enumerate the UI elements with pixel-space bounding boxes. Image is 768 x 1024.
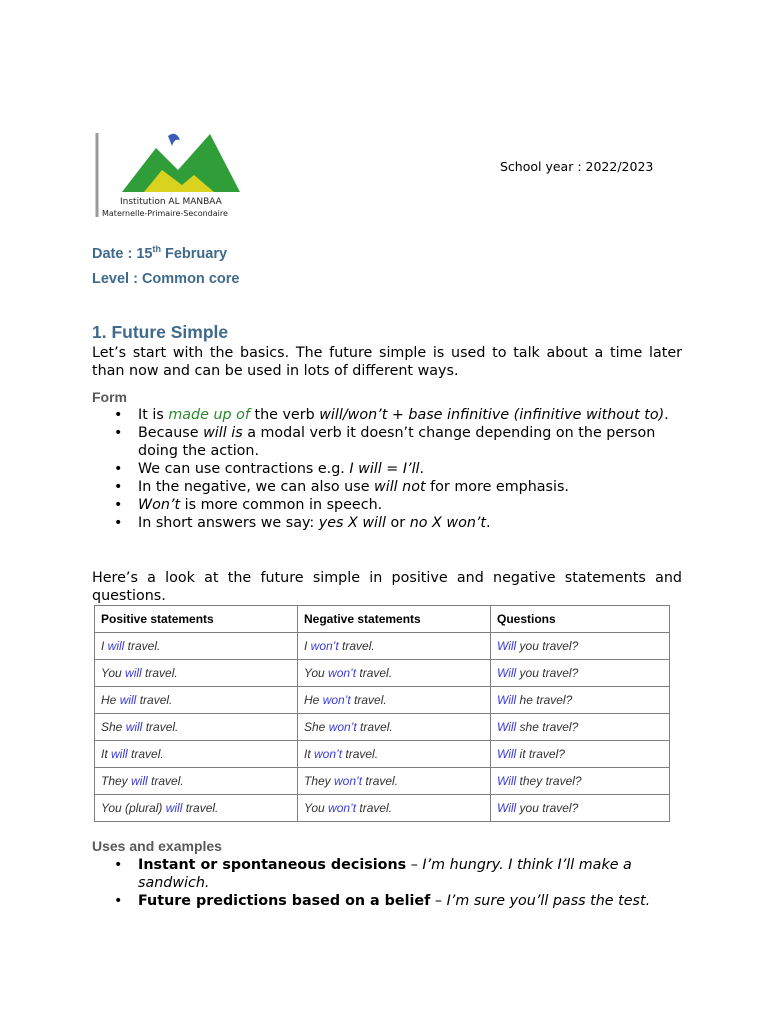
table-cell-text: travel. — [182, 801, 219, 815]
table-cell-text: travel. — [142, 720, 179, 734]
table-cell — [491, 795, 670, 822]
uses-list — [92, 856, 682, 910]
table-cell-text: won’t — [310, 639, 339, 653]
table-cell-text: You — [304, 666, 329, 680]
uses-list-item — [92, 892, 682, 910]
list-item-text: – — [406, 857, 423, 873]
table-cell — [95, 687, 298, 714]
list-item-text: It is — [138, 407, 169, 423]
table-cell-text: you travel? — [516, 639, 579, 653]
table-cell-text: will — [165, 801, 183, 815]
table-cell-text: travel. — [362, 774, 399, 788]
list-item-text: . — [664, 407, 669, 423]
table-cell-text: won’t — [322, 693, 351, 707]
table-cell — [95, 633, 298, 660]
table-cell-text: travel. — [356, 801, 393, 815]
list-item-text: made up of — [168, 407, 250, 423]
table-cell-text: travel. — [356, 720, 393, 734]
table-cell-text: You — [304, 801, 329, 815]
form-list-item — [92, 478, 682, 496]
list-item-text: will is — [203, 425, 243, 441]
table-cell — [491, 633, 670, 660]
table-cell — [95, 741, 298, 768]
table-cell-text: travel. — [356, 666, 393, 680]
table-cell-text: You (plural) — [101, 801, 166, 815]
table-cell — [491, 687, 670, 714]
table-row — [95, 633, 670, 660]
list-item-text: will not — [374, 479, 426, 495]
list-item-text: Future predictions based on a belief — [138, 893, 431, 909]
form-list-item — [92, 460, 682, 478]
table-cell-text: Will — [497, 720, 517, 734]
school-logo — [94, 130, 272, 220]
table-header-cell: Positive statements — [95, 606, 298, 633]
form-list-item — [92, 406, 682, 424]
table-cell — [491, 714, 670, 741]
intro-paragraph: Let’s start with the basics. The future simple is used to talk about a time later than now and can be used in lots of different ways. — [92, 345, 682, 379]
table-cell-text: Will — [497, 801, 517, 815]
table-cell-text: Will — [497, 747, 517, 761]
list-item-text: In short answers we say: — [138, 515, 319, 531]
table-cell-text: will — [131, 774, 148, 788]
list-item-text: is more common in speech. — [180, 497, 383, 513]
mountain-logo-icon — [94, 130, 272, 220]
form-heading: Form — [92, 389, 127, 405]
list-item-text: . — [419, 461, 425, 477]
table-cell-text: they travel? — [516, 774, 582, 788]
table-cell-text: travel. — [127, 747, 164, 761]
table-cell-text: won’t — [328, 720, 357, 734]
list-item-text: no X won’t — [409, 515, 487, 531]
table-intro: Here’s a look at the future simple in positive and negative statements and questions. — [92, 570, 682, 604]
list-item-text: We can use contractions e.g. — [138, 461, 350, 477]
list-item-text: I will = I’ll — [349, 461, 420, 477]
table-cell — [298, 768, 491, 795]
list-item-text: a modal verb it doesn’t change depending on the person doing the action. — [138, 425, 656, 459]
table-cell-text: won’t — [328, 801, 357, 815]
future-simple-table — [94, 605, 670, 822]
form-list-item — [92, 514, 682, 532]
table-cell-text: she travel? — [516, 720, 579, 734]
list-item-text: Because — [138, 425, 204, 441]
table-cell-text: will — [111, 747, 128, 761]
list-item-text: the verb — [249, 407, 320, 423]
table-cell-text: He — [304, 693, 323, 707]
table-cell-text: He — [101, 693, 120, 707]
table-cell — [298, 687, 491, 714]
table-cell-text: travel. — [147, 774, 184, 788]
table-cell-text: won’t — [328, 666, 357, 680]
table-cell-text: Will — [497, 666, 517, 680]
table-cell-text: Will — [497, 639, 517, 653]
list-item-text: . — [486, 515, 491, 531]
list-item-text: Instant or spontaneous decisions — [138, 857, 407, 873]
form-list-item — [92, 424, 682, 460]
table-cell-text: won’t — [314, 747, 343, 761]
table-cell-text: travel. — [338, 639, 375, 653]
table-cell-text: you travel? — [516, 666, 579, 680]
table-cell-text: It — [304, 747, 315, 761]
table-cell-text: will — [119, 693, 137, 707]
uses-list-item — [92, 856, 682, 892]
table-row — [95, 795, 670, 822]
list-item-text: Won’t — [138, 497, 181, 513]
list-item-text: In the negative, we can also use — [138, 479, 375, 495]
table-cell-text: I — [101, 639, 108, 653]
table-cell-text: You — [101, 666, 126, 680]
table-cell — [95, 714, 298, 741]
list-item-text: I’m sure you’ll pass the test. — [446, 893, 651, 909]
table-cell — [95, 768, 298, 795]
table-cell-text: travel. — [141, 666, 178, 680]
list-item-text: yes X will — [318, 515, 386, 531]
table-row — [95, 687, 670, 714]
section-title: 1. Future Simple — [92, 322, 229, 342]
table-cell-text: Will — [497, 774, 517, 788]
table-row — [95, 714, 670, 741]
list-item-text: – — [430, 893, 447, 909]
table-row — [95, 768, 670, 795]
table-cell — [491, 660, 670, 687]
table-cell — [298, 714, 491, 741]
table-cell-text: travel. — [124, 639, 161, 653]
table-cell — [298, 741, 491, 768]
list-item-text: or — [385, 515, 410, 531]
table-cell — [491, 741, 670, 768]
table-cell-text: It — [101, 747, 112, 761]
table-cell-text: will — [107, 639, 125, 653]
list-item-text: I’m hungry. I think I’ll make a sandwich. — [138, 857, 632, 891]
table-cell-text: it travel? — [516, 747, 565, 761]
table-cell — [298, 795, 491, 822]
table-cell-text: She — [304, 720, 329, 734]
table-header-row — [95, 606, 670, 633]
table-cell — [95, 795, 298, 822]
table-cell-text: will — [125, 666, 142, 680]
list-item-text: will/won’t + base infinitive (infinitive without to) — [319, 407, 665, 423]
table-cell-text: he travel? — [516, 693, 573, 707]
logo-line1: Institution AL MANBAA — [120, 197, 222, 207]
table-cell-text: Will — [497, 693, 517, 707]
table-cell-text: will — [125, 720, 143, 734]
table-cell — [491, 768, 670, 795]
table-cell — [95, 660, 298, 687]
form-list-item — [92, 496, 682, 514]
table-cell-text: travel. — [350, 693, 387, 707]
table-cell-text: They — [304, 774, 335, 788]
table-cell-text: won’t — [334, 774, 363, 788]
table-cell — [298, 633, 491, 660]
table-header-cell: Questions — [491, 606, 670, 633]
table-cell-text: They — [101, 774, 132, 788]
table-cell-text: you travel? — [516, 801, 579, 815]
lesson-date: Date : 15th February — [92, 244, 228, 262]
school-year: School year : 2022/2023 — [500, 159, 654, 174]
list-item-text: for more emphasis. — [425, 479, 569, 495]
table-row — [95, 741, 670, 768]
table-header-cell: Negative statements — [298, 606, 491, 633]
uses-heading: Uses and examples — [92, 838, 222, 854]
table-cell-text: She — [101, 720, 126, 734]
table-cell-text: I — [304, 639, 311, 653]
form-list — [92, 406, 682, 532]
table-cell-text: travel. — [136, 693, 173, 707]
table-row — [95, 660, 670, 687]
table-cell-text: travel. — [342, 747, 379, 761]
logo-line2: Maternelle-Primaire-Secondaire — [102, 209, 228, 218]
lesson-level: Level : Common core — [92, 271, 240, 287]
table-cell — [298, 660, 491, 687]
